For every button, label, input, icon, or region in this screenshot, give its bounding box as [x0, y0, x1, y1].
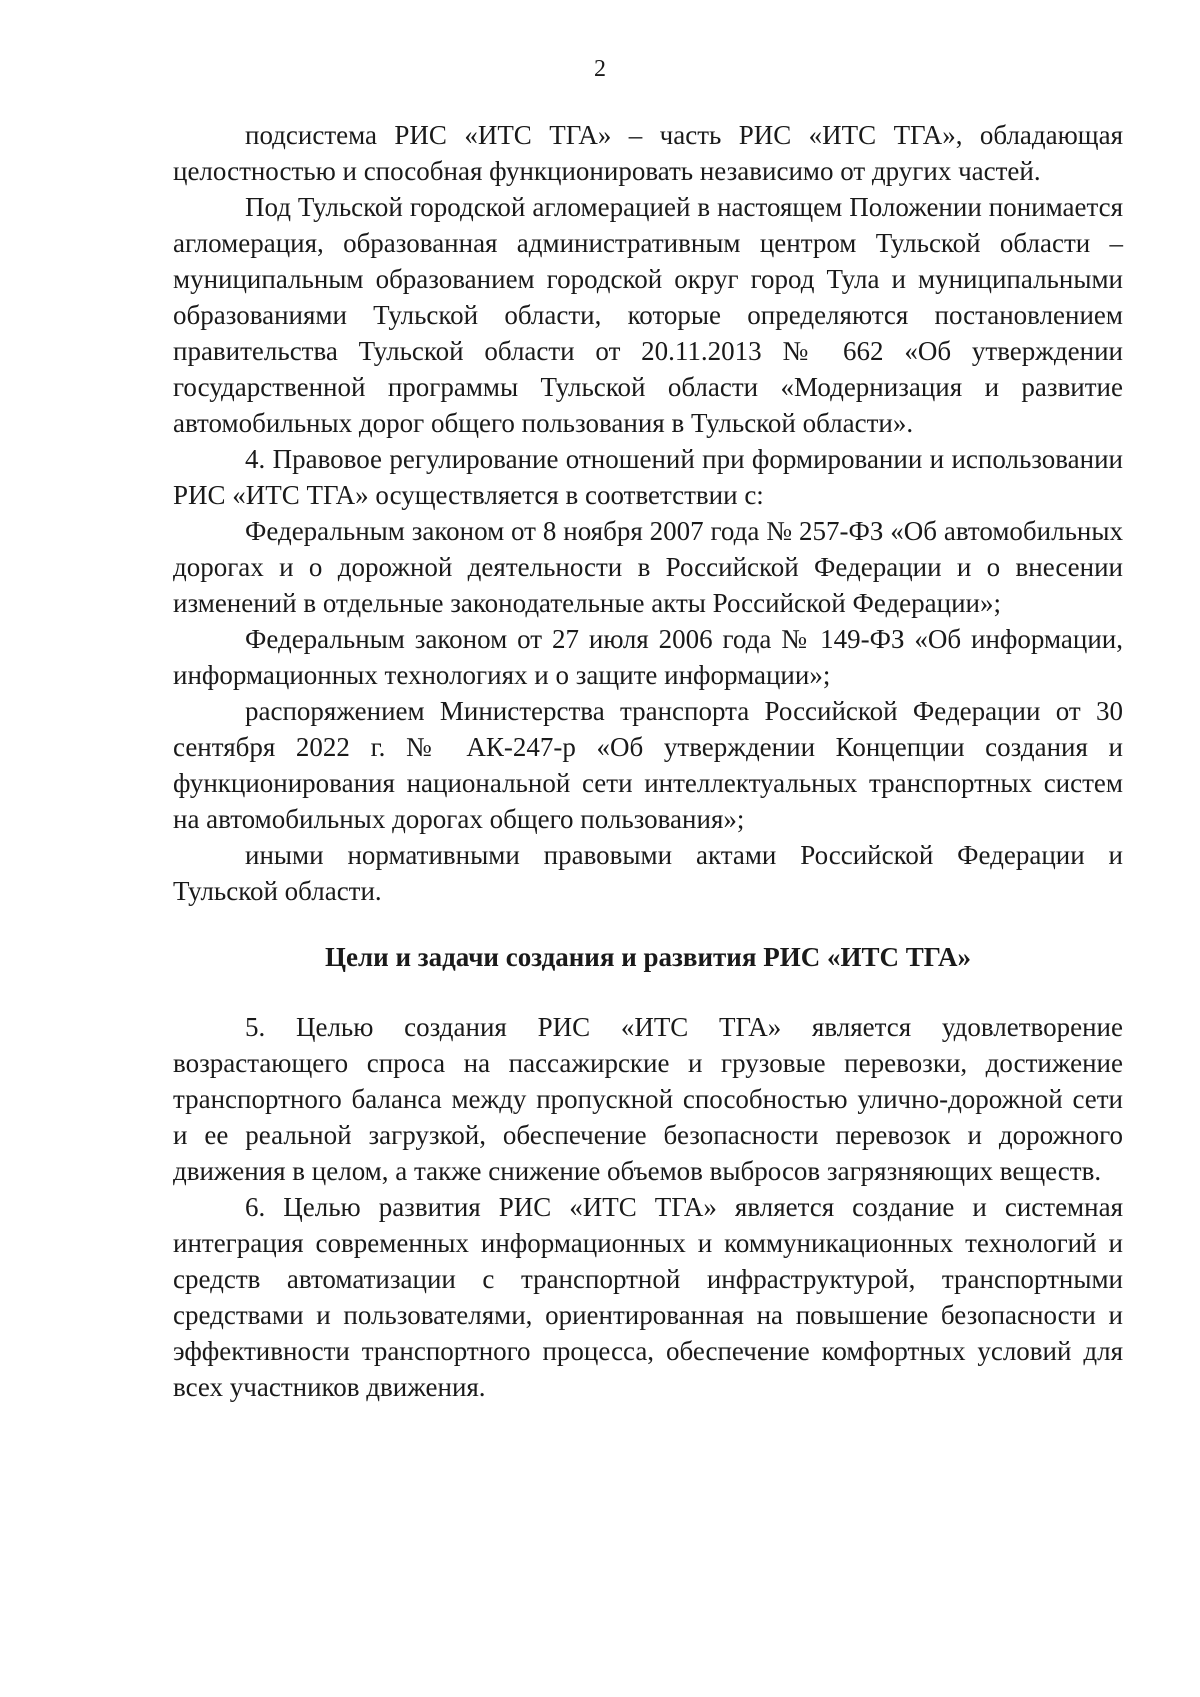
page-number: 2 — [594, 56, 606, 82]
paragraph-order-ak-247-r: распоряжением Министерства транспорта Российской Федерации от 30 сентября 2022 г. № АК-247-р «Об утверждении Концепции создания и функционирования национальной сети интеллектуальных транспортных систем на автомобильных дорогах общего пользования»; — [173, 696, 1123, 834]
document-body — [173, 117, 1123, 1405]
paragraph-item-5-creation-goal: 5. Целью создания РИС «ИТС ТГА» является удовлетворение возрастающего спроса на пассажирские и грузовые перевозки, достижение транспортного баланса между пропускной способностью улично-дорожной сети и ее реальной загрузкой, обеспечение безопасности перевозок и дорожного движения в целом, а также снижение объемов выбросов загрязняющих веществ. — [173, 1012, 1123, 1186]
paragraph-other-acts: иными нормативными правовыми актами Российской Федерации и Тульской области. — [173, 840, 1123, 906]
section-heading: Цели и задачи создания и развития РИС «ИТС ТГА» — [325, 942, 971, 972]
paragraph-subsystem-definition: подсистема РИС «ИТС ТГА» – часть РИС «ИТС ТГА», обладающая целостностью и способная функционировать независимо от других частей. — [173, 120, 1123, 186]
paragraph-law-257-fz: Федеральным законом от 8 ноября 2007 года № 257-ФЗ «Об автомобильных дорогах и о дорожной деятельности в Российской Федерации и о внесении изменений в отдельные законодательные акты Российской Федерации»; — [173, 516, 1123, 618]
paragraph-item-4-legal-regulation: 4. Правовое регулирование отношений при формировании и использовании РИС «ИТС ТГА» осуществляется в соответствии с: — [173, 444, 1123, 510]
paragraph-item-6-development-goal: 6. Целью развития РИС «ИТС ТГА» является создание и системная интеграция современных информационных и коммуникационных технологий и средств автоматизации с транспортной инфраструктурой, транспортными средствами и пользователями, ориентированная на повышение безопасности и эффективности транспортного процесса, обеспечение комфортных условий для всех участников движения. — [173, 1192, 1123, 1402]
paragraph-agglomeration-definition: Под Тульской городской агломерацией в настоящем Положении понимается агломерация, образованная административным центром Тульской области – муниципальным образованием городской округ город Тула и муниципальными образованиями Тульской области, которые определяются постановлением правительства Тульской области от 20.11.2013 № 662 «Об утверждении государственной программы Тульской области «Модернизация и развитие автомобильных дорог общего пользования в Тульской области». — [173, 192, 1123, 438]
paragraph-law-149-fz: Федеральным законом от 27 июля 2006 года № 149-ФЗ «Об информации, информационных технологиях и о защите информации»; — [173, 624, 1123, 690]
